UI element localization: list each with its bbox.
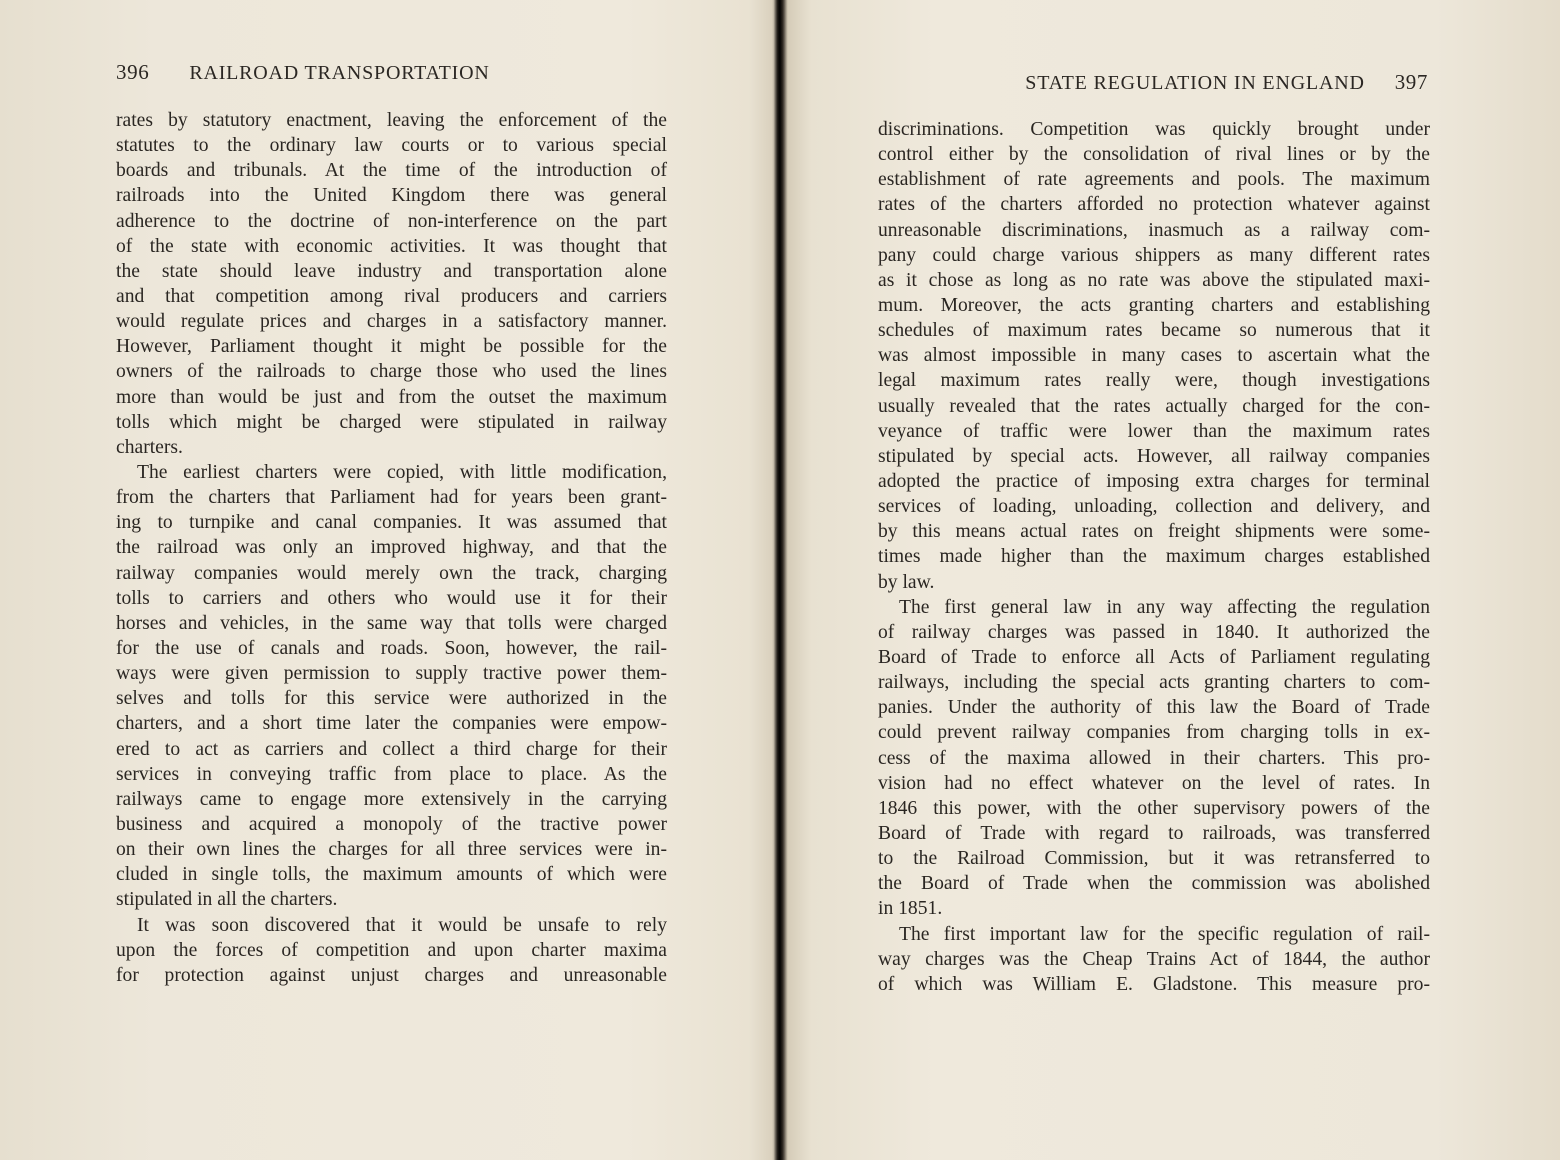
text-line: services of loading, unloading, collection and delivery, and <box>878 496 1430 518</box>
text-line: and that competition among rival producers and carriers <box>116 285 667 307</box>
left-page-number: 396 <box>116 60 150 84</box>
text-line: schedules of maximum rates became so numerous that it <box>878 320 1430 342</box>
text-line: panies. Under the authority of this law the Board of Trade <box>878 697 1430 719</box>
text-line: The first important law for the specific regulation of rail- <box>899 923 1430 945</box>
left-page <box>0 0 778 1160</box>
text-line: usually revealed that the rates actually charged for the con- <box>878 395 1430 417</box>
text-line: for protection against unjust charges and unreasonable <box>116 964 667 986</box>
text-line: The earliest charters were copied, with little modification, <box>137 461 667 483</box>
text-line: establishment of rate agreements and pools. The maximum <box>878 169 1430 191</box>
text-line: charters, and a short time later the companies were empow- <box>116 713 667 735</box>
text-line: by this means actual rates on freight shipments were some- <box>878 521 1430 543</box>
text-line: charters. <box>116 436 183 458</box>
text-line: ways were given permission to supply tractive power them- <box>116 663 667 685</box>
text-line: unreasonable discriminations, inasmuch as a railway com- <box>878 219 1430 241</box>
left-running-title: RAILROAD TRANSPORTATION <box>189 62 490 84</box>
text-line: discriminations. Competition was quickly brought under <box>878 119 1430 140</box>
text-line: legal maximum rates really were, though investigations <box>878 370 1430 392</box>
text-line: horses and vehicles, in the same way that tolls were charged <box>116 612 667 634</box>
right-page-body <box>878 117 1430 997</box>
text-line: for the use of canals and roads. Soon, however, the rail- <box>116 637 667 659</box>
text-line: services in conveying traffic from place to place. As the <box>116 763 667 785</box>
right-running-title: STATE REGULATION IN ENGLAND <box>1025 72 1365 94</box>
left-page-header <box>116 60 676 85</box>
text-line: tolls which might be charged were stipulated in railway <box>116 411 667 433</box>
text-line: of railway charges was passed in 1840. It authorized the <box>878 621 1430 643</box>
text-line: from the charters that Parliament had for years been grant- <box>116 487 667 509</box>
text-line: would regulate prices and charges in a satisfactory manner. <box>116 311 667 333</box>
text-line: stipulated in all the charters. <box>116 889 338 911</box>
text-line: rates of the charters afforded no protection whatever against <box>878 194 1430 216</box>
text-line: selves and tolls for this service were authorized in the <box>116 688 667 710</box>
left-page-body <box>116 108 667 988</box>
text-line: ered to act as carriers and collect a third charge for their <box>116 738 667 760</box>
right-page-header <box>946 70 1428 95</box>
text-line: to the Railroad Commission, but it was retransferred to <box>878 848 1430 870</box>
text-line: in 1851. <box>878 898 943 920</box>
text-line: by law. <box>878 571 935 593</box>
text-line: the Board of Trade when the commission was abolished <box>878 873 1430 895</box>
text-line: It was soon discovered that it would be unsafe to rely <box>137 914 667 936</box>
text-line: railways came to engage more extensively in the carrying <box>116 788 667 810</box>
text-line: could prevent railway companies from charging tolls in ex- <box>878 722 1430 744</box>
text-line: ing to turnpike and canal companies. It was assumed that <box>116 512 667 534</box>
text-line: The first general law in any way affecting the regulation <box>899 596 1430 618</box>
text-line: 1846 this power, with the other supervisory powers of the <box>878 797 1430 819</box>
text-line: adherence to the doctrine of non-interference on the part <box>116 210 667 232</box>
text-line: vision had no effect whatever on the level of rates. In <box>878 772 1430 794</box>
text-line: railways, including the special acts granting charters to com- <box>878 672 1430 694</box>
text-line: railroads into the United Kingdom there was general <box>116 185 667 207</box>
text-line: pany could charge various shippers as many different rates <box>878 244 1430 266</box>
text-line: Board of Trade to enforce all Acts of Parliament regulating <box>878 646 1430 668</box>
text-line: control either by the consolidation of rival lines or by the <box>878 144 1430 166</box>
text-line: upon the forces of competition and upon charter maxima <box>116 939 667 961</box>
text-line: cess of the maxima allowed in their charters. This pro- <box>878 747 1430 769</box>
text-line: business and acquired a monopoly of the tractive power <box>116 813 667 835</box>
right-page <box>782 0 1560 1160</box>
text-line: mum. Moreover, the acts granting charters and establishing <box>878 294 1430 316</box>
text-line: owners of the railroads to charge those who used the lines <box>116 361 667 383</box>
text-line: stipulated by special acts. However, all railway companies <box>878 445 1430 467</box>
text-line: However, Parliament thought it might be possible for the <box>116 336 667 358</box>
text-line: more than would be just and from the outset the maximum <box>116 386 667 408</box>
text-line: on their own lines the charges for all three services were in- <box>116 839 667 861</box>
text-line: of the state with economic activities. It was thought that <box>116 235 667 257</box>
text-line: railway companies would merely own the track, charging <box>116 562 667 584</box>
text-line: cluded in single tolls, the maximum amounts of which were <box>116 864 667 886</box>
text-line: boards and tribunals. At the time of the introduction of <box>116 160 667 182</box>
text-line: veyance of traffic were lower than the maximum rates <box>878 420 1430 442</box>
text-line: statutes to the ordinary law courts or to various special <box>116 135 667 157</box>
text-line: times made higher than the maximum charges established <box>878 546 1430 568</box>
text-line: as it chose as long as no rate was above the stipulated maxi- <box>878 269 1430 291</box>
text-line: tolls to carriers and others who would use it for their <box>116 587 667 609</box>
text-line: of which was William E. Gladstone. This measure pro- <box>878 973 1430 995</box>
text-line: rates by statutory enactment, leaving the enforcement of the <box>116 110 667 131</box>
text-line: adopted the practice of imposing extra charges for terminal <box>878 470 1430 492</box>
text-line: the railroad was only an improved highway, and that the <box>116 537 667 559</box>
text-line: was almost impossible in many cases to ascertain what the <box>878 345 1430 367</box>
text-line: Board of Trade with regard to railroads, was transferred <box>878 822 1430 844</box>
text-line: way charges was the Cheap Trains Act of 1844, the author <box>878 948 1430 970</box>
right-page-number: 397 <box>1394 70 1428 94</box>
text-line: the state should leave industry and transportation alone <box>116 260 667 282</box>
